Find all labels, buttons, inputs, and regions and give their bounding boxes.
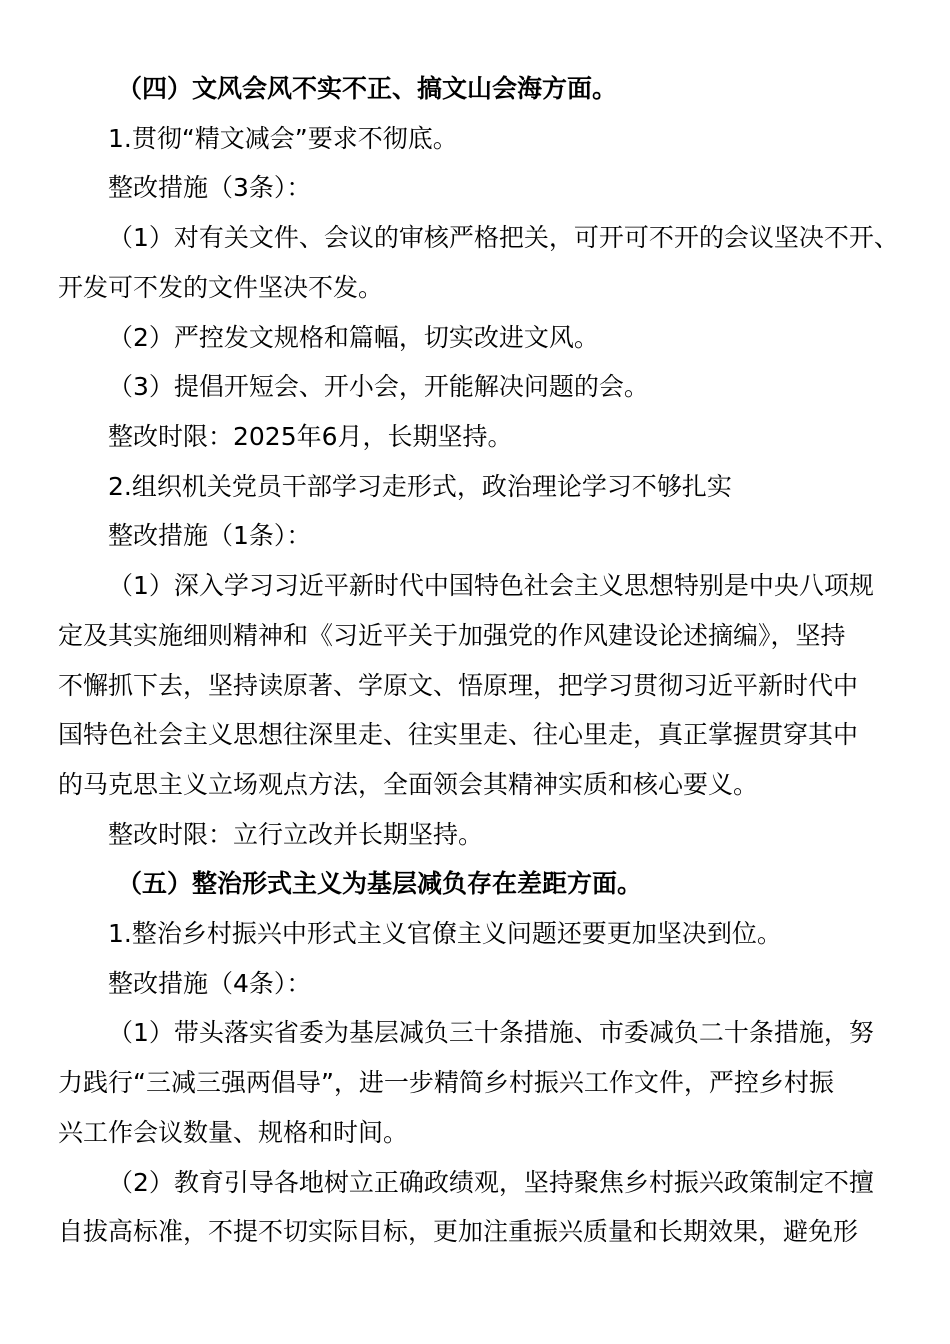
measures-label: 整改措施（4条）： [108, 969, 312, 998]
paragraph-line: （3）提倡开短会、开小会，开能解决问题的会。 [108, 372, 649, 401]
paragraph-line: 兴工作会议数量、规格和时间。 [58, 1118, 409, 1147]
deadline-line: 整改时限：立行立改并长期坚持。 [108, 820, 484, 849]
deadline-line: 整改时限：2025年6月，长期坚持。 [108, 422, 513, 451]
paragraph-line: 自拔高标准，不提不切实际目标，更加注重振兴质量和长期效果，避免形 [58, 1217, 859, 1246]
paragraph-line: （2）教育引导各地树立正确政绩观，坚持聚焦乡村振兴政策制定不擅 [108, 1168, 874, 1197]
measures-label: 整改措施（1条）： [108, 521, 312, 550]
paragraph-line: （2）严控发文规格和篇幅，切实改进文风。 [108, 323, 599, 352]
section-heading-4: （四）文风会风不实不正、搞文山会海方面。 [117, 74, 618, 103]
paragraph-line: （1）对有关文件、会议的审核严格把关，可开可不开的会议坚决不开、 [108, 223, 899, 252]
paragraph-line: （1）深入学习习近平新时代中国特色社会主义思想特别是中央八项规 [108, 571, 874, 600]
measures-label: 整改措施（3条）： [108, 173, 312, 202]
item-heading: 1.整治乡村振兴中形式主义官僚主义问题还要更加坚决到位。 [108, 919, 782, 948]
paragraph-line: 国特色社会主义思想往深里走、往实里走、往心里走，真正掌握贯穿其中 [58, 720, 859, 749]
paragraph-line: 的马克思主义立场观点方法，全面领会其精神实质和核心要义。 [58, 770, 759, 799]
paragraph-line: 不懈抓下去，坚持读原著、学原文、悟原理，把学习贯彻习近平新时代中 [58, 671, 859, 700]
paragraph-line: （1）带头落实省委为基层减负三十条措施、市委减负二十条措施，努 [108, 1018, 874, 1047]
paragraph-line: 开发可不发的文件坚决不发。 [58, 273, 384, 302]
paragraph-line: 力践行“三减三强两倡导”，进一步精简乡村振兴工作文件，严控乡村振 [58, 1068, 834, 1097]
item-heading: 2.组织机关党员干部学习走形式，政治理论学习不够扎实 [108, 472, 732, 501]
section-heading-5: （五）整治形式主义为基层减负存在差距方面。 [117, 869, 643, 898]
item-heading: 1.贯彻“精文减会”要求不彻底。 [108, 124, 458, 153]
paragraph-line: 定及其实施细则精神和《习近平关于加强党的作风建设论述摘编》，坚持 [58, 621, 846, 650]
